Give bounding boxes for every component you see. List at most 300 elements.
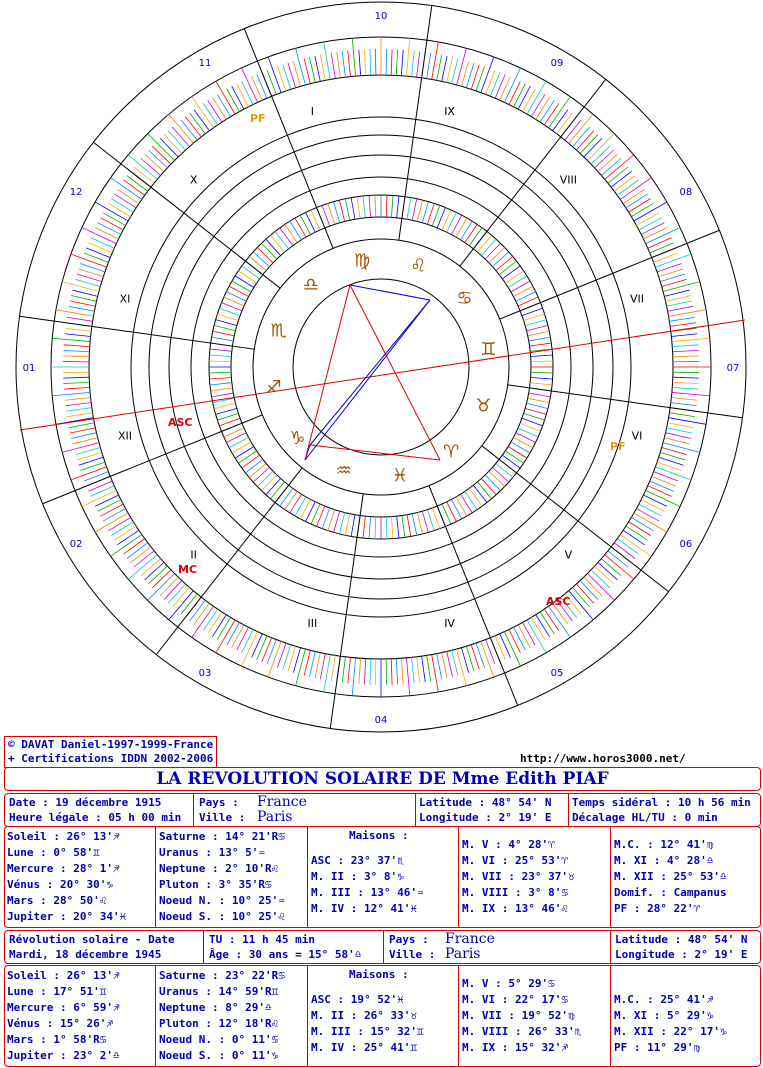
degree-tick (296, 48, 306, 85)
inner-tick (528, 331, 550, 336)
inner-tick (505, 451, 523, 463)
degree-tick (315, 56, 320, 81)
inner-tick (407, 515, 411, 537)
position-entry: M. XI : 5° 29'♑ (614, 1009, 714, 1022)
degree-tick (481, 641, 494, 677)
inner-tick (477, 482, 491, 499)
inner-tick (481, 239, 496, 255)
wheel-ring (131, 117, 631, 617)
position-entry: Domif. : Campanus (614, 886, 727, 899)
inner-tick (422, 202, 428, 223)
degree-tick (629, 198, 651, 212)
degree-tick (620, 178, 651, 200)
inner-tick (235, 446, 254, 458)
degree-tick (536, 97, 550, 119)
house-roman: VIII (559, 173, 578, 187)
degree-tick (71, 433, 96, 439)
natal-col-4 (462, 837, 575, 917)
inner-tick (285, 224, 297, 242)
degree-tick (359, 50, 361, 76)
house-number: 06 (679, 539, 693, 550)
degree-tick (584, 577, 602, 596)
degree-tick (69, 306, 95, 311)
position-entry: Vénus : 20° 30'♑ (7, 878, 113, 891)
degree-tick (117, 189, 139, 204)
degree-tick (544, 609, 559, 631)
degree-tick (331, 53, 335, 79)
degree-tick (160, 138, 178, 157)
degree-tick (124, 539, 145, 554)
inner-tick (524, 314, 545, 321)
degree-tick (650, 481, 674, 491)
house-number: 09 (550, 58, 564, 70)
degree-tick (442, 653, 447, 678)
inner-tick (242, 455, 260, 468)
degree-tick (84, 253, 108, 262)
rs-tu: TU : 11 h 45 min (209, 933, 315, 946)
degree-tick (509, 81, 520, 104)
inner-tick (249, 256, 266, 270)
degree-tick (540, 100, 554, 122)
inner-tick (469, 488, 482, 506)
degree-tick (417, 51, 420, 77)
sign-glyph: ♋ (456, 287, 473, 309)
degree-tick (671, 403, 697, 406)
degree-tick (208, 612, 222, 634)
inner-tick (513, 286, 532, 296)
degree-tick (670, 323, 696, 327)
house-roman: XII (118, 429, 133, 443)
inner-tick (456, 497, 467, 516)
position-entry: Uranus : 13° 5'♒ (159, 846, 265, 859)
degree-tick (67, 413, 93, 417)
sign-glyph: ♉ (475, 395, 492, 417)
degree-tick (267, 640, 276, 664)
natal-positions-box (4, 826, 761, 928)
degree-tick (500, 76, 511, 100)
inner-tick (257, 471, 273, 486)
degree-tick (309, 57, 315, 82)
house-cusp (500, 230, 720, 319)
degree-tick (648, 238, 672, 249)
house-cusp (244, 29, 333, 249)
degree-tick (401, 50, 403, 76)
inner-tick (275, 231, 289, 248)
inner-tick (422, 511, 428, 532)
degree-tick (669, 310, 706, 317)
inner-tick (508, 446, 527, 458)
inner-tick (530, 383, 552, 385)
inner-tick (229, 286, 248, 296)
degree-tick (672, 387, 698, 389)
degree-tick (639, 218, 662, 230)
inner-tick (235, 276, 254, 288)
inner-tick (339, 513, 344, 534)
degree-tick (396, 659, 397, 685)
position-entry: Saturne : 14° 21'R♋ (159, 830, 285, 843)
house-cusp (460, 79, 606, 266)
aspect-line (305, 285, 350, 460)
inner-tick (386, 195, 387, 217)
position-entry: M. XII : 22° 17'♑ (614, 1025, 727, 1038)
inner-tick (511, 442, 530, 453)
degree-tick (631, 517, 653, 530)
degree-tick (217, 94, 230, 116)
house-roman: IV (444, 616, 455, 630)
copyright-line: © DAVAT Daniel-1997-1999-France (8, 738, 214, 751)
degree-tick (194, 603, 209, 624)
degree-tick (348, 657, 351, 683)
position-entry: Noeud S. : 0° 11'♑ (159, 1049, 279, 1062)
natal-col-1 (7, 829, 126, 925)
inner-tick (529, 337, 551, 341)
degree-tick (605, 555, 634, 579)
degree-tick (557, 113, 573, 134)
degree-tick (148, 134, 175, 161)
degree-tick (352, 38, 355, 76)
sign-glyph: ♐ (265, 376, 282, 398)
rs-houses-title: Maisons : (349, 968, 409, 981)
degree-tick (100, 218, 123, 230)
degree-tick (124, 180, 145, 195)
degree-tick (88, 481, 112, 491)
degree-tick (631, 203, 653, 216)
rs-header-box (4, 930, 761, 964)
rs-city: Paris (445, 946, 481, 962)
inner-tick (477, 235, 491, 252)
degree-tick (548, 97, 570, 128)
inner-tick (391, 517, 393, 539)
position-entry: PF : 28° 22'♈ (614, 902, 701, 915)
wheel-ring (16, 2, 746, 732)
sign-glyph: ♊ (480, 339, 497, 361)
degree-tick (66, 408, 92, 412)
inner-tick (290, 221, 302, 240)
degree-tick (63, 377, 89, 378)
position-entry: Soleil : 26° 13'♐ (7, 969, 120, 982)
inner-tick (262, 475, 277, 491)
aspect-line (350, 285, 440, 460)
position-entry: M. VII : 19° 52'♍ (462, 1009, 575, 1022)
inner-tick (397, 516, 399, 538)
degree-tick (576, 584, 593, 603)
inner-tick (295, 497, 306, 516)
degree-tick (486, 70, 495, 94)
degree-tick (614, 543, 635, 559)
inner-tick (217, 314, 238, 321)
degree-tick (406, 38, 409, 76)
house-cusp (156, 468, 302, 655)
degree-tick (103, 213, 126, 226)
wheel-ring (209, 195, 553, 539)
inner-tick (522, 418, 543, 426)
position-entry: M. VII : 23° 37'♉ (462, 870, 575, 883)
sign-glyph: ♈ (442, 441, 460, 463)
degree-tick (626, 194, 648, 208)
degree-tick (315, 653, 320, 678)
degree-tick (148, 573, 175, 600)
house-roman: VII (629, 292, 644, 306)
position-entry: M. IX : 13° 46'♌ (462, 902, 568, 915)
degree-tick (584, 138, 602, 157)
degree-tick (396, 49, 397, 75)
degree-tick (623, 530, 645, 545)
position-entry: Noeud N. : 0° 11'♋ (159, 1033, 279, 1046)
degree-tick (232, 625, 244, 648)
degree-tick (536, 615, 550, 637)
house-roman: VI (631, 429, 643, 443)
wheel-ring (293, 279, 469, 455)
degree-tick (666, 433, 691, 439)
degree-tick (70, 428, 95, 433)
degree-tick (208, 100, 222, 122)
degree-tick (145, 562, 164, 579)
degree-tick (605, 155, 634, 179)
degree-tick (598, 562, 617, 579)
inner-tick (427, 510, 434, 531)
inner-tick (460, 221, 472, 240)
degree-tick (71, 254, 107, 267)
degree-tick (636, 213, 659, 226)
degree-tick (598, 154, 617, 171)
degree-tick (352, 658, 355, 696)
position-entry: Mercure : 28° 1'♐ (7, 862, 120, 875)
degree-tick (447, 652, 453, 677)
inner-tick (417, 200, 422, 221)
position-entry: M. IX : 15° 32'♐ (462, 1041, 568, 1054)
degree-tick (518, 86, 530, 109)
degree-tick (514, 84, 526, 107)
degree-tick (141, 158, 161, 175)
degree-tick (111, 534, 142, 556)
degree-tick (262, 638, 272, 662)
position-entry: M. III : 13° 46'♒ (311, 886, 424, 899)
natal-col-2 (159, 829, 285, 925)
degree-tick (587, 134, 614, 161)
copyright-box (4, 736, 217, 768)
position-entry: Vénus : 15° 26'♐ (7, 1017, 113, 1030)
degree-tick (432, 655, 439, 692)
inner-tick (216, 320, 237, 326)
degree-tick (591, 570, 610, 588)
degree-tick (611, 171, 631, 187)
degree-tick (168, 584, 185, 603)
natal-time: Heure légale : 05 h 00 min (9, 811, 182, 824)
degree-tick (152, 146, 171, 164)
degree-tick (114, 194, 136, 208)
inner-tick (451, 499, 461, 518)
inner-tick (485, 475, 500, 491)
degree-tick (669, 418, 706, 425)
degree-tick (152, 570, 171, 588)
degree-tick (64, 345, 90, 347)
degree-tick (673, 382, 699, 383)
inner-tick (214, 325, 235, 330)
site-url[interactable]: http://www.horos3000.net/ (520, 752, 686, 765)
degree-tick (252, 634, 263, 658)
position-entry: Pluton : 12° 18'R♌ (159, 1017, 279, 1030)
degree-tick (95, 495, 118, 506)
inner-tick (502, 266, 520, 279)
house-roman: I (310, 105, 315, 119)
rs-latitude: Latitude : 48° 54' N (615, 933, 748, 946)
degree-tick (626, 526, 648, 540)
inner-tick (502, 455, 520, 468)
wheel-ring (169, 155, 593, 579)
degree-tick (359, 658, 361, 684)
degree-tick (65, 328, 91, 331)
degree-tick (164, 581, 182, 600)
degree-tick (185, 116, 201, 136)
degree-tick (127, 176, 148, 192)
house-roman: III (307, 616, 318, 630)
degree-tick (673, 350, 699, 351)
degree-tick (128, 155, 157, 179)
inner-tick (505, 271, 523, 283)
inner-tick (334, 202, 340, 223)
inner-tick (465, 224, 477, 242)
position-entry: Noeud N. : 10° 25'♒ (159, 894, 285, 907)
degree-tick (391, 49, 392, 75)
degree-tick (108, 203, 130, 216)
degree-tick (544, 103, 559, 125)
inner-tick (432, 205, 440, 226)
position-entry: M. VIII : 3° 8'♋ (462, 886, 568, 899)
degree-tick (531, 94, 544, 116)
inner-tick (391, 195, 393, 217)
rs-col-4 (462, 976, 581, 1056)
position-entry: Saturne : 23° 22'R♋ (159, 969, 285, 982)
degree-tick (490, 72, 500, 96)
inner-tick (369, 195, 371, 217)
degree-tick (320, 55, 325, 81)
degree-tick (412, 51, 415, 77)
degree-tick (650, 243, 674, 253)
degree-tick (595, 150, 614, 168)
degree-tick (437, 654, 442, 680)
degree-tick (212, 615, 226, 637)
inner-tick (290, 494, 302, 513)
inner-tick (412, 199, 417, 221)
inner-tick (417, 513, 422, 534)
degree-tick (580, 134, 598, 153)
degree-tick (548, 606, 570, 637)
degree-tick (212, 97, 226, 119)
house-number: 04 (374, 715, 388, 726)
degree-tick (623, 189, 645, 204)
wheel-ring (191, 177, 571, 557)
inner-tick (229, 437, 248, 447)
position-entry: M. VI : 25° 53'♈ (462, 854, 568, 867)
degree-tick (98, 223, 121, 235)
inner-tick (513, 437, 532, 447)
inner-tick (407, 198, 411, 220)
degree-tick (100, 504, 123, 516)
inner-tick (213, 331, 235, 336)
house-cusp (93, 142, 280, 288)
degree-tick (145, 154, 164, 171)
degree-tick (457, 48, 467, 85)
degree-tick (500, 634, 511, 658)
degree-tick (666, 295, 691, 301)
asc-outer-label: ASC (546, 595, 571, 608)
position-entry: M. V : 5° 29'♋ (462, 977, 555, 990)
natal-city: Paris (257, 809, 293, 825)
inner-tick (211, 388, 233, 391)
degree-tick (114, 526, 136, 540)
position-entry: Pluton : 3° 35'R♋ (159, 878, 272, 891)
inner-tick (531, 361, 553, 362)
inner-tick (357, 197, 360, 219)
inner-tick (266, 239, 281, 255)
inner-tick (386, 517, 387, 539)
wheel-ring (253, 239, 509, 495)
degree-tick (111, 178, 142, 200)
house-roman: IX (444, 105, 455, 119)
sign-glyph: ♎ (302, 274, 320, 296)
degree-tick (141, 559, 161, 576)
rs-col-1 (7, 968, 120, 1064)
degree-tick (370, 659, 371, 685)
natal-header-box (4, 793, 761, 827)
degree-tick (652, 476, 676, 486)
degree-tick (427, 655, 431, 681)
house-number: 01 (22, 363, 36, 374)
degree-tick (169, 114, 193, 143)
degree-tick (168, 131, 185, 150)
inner-tick (209, 372, 231, 373)
rs-date: Mardi, 18 décembre 1945 (9, 948, 162, 961)
degree-tick (63, 350, 89, 351)
rs-positions-box (4, 965, 761, 1067)
degree-tick (391, 659, 392, 685)
natal-date: Date : 19 décembre 1915 (9, 796, 162, 809)
degree-tick (172, 587, 189, 607)
inner-tick (531, 377, 553, 379)
degree-tick (668, 306, 694, 311)
position-entry: M. IV : 25° 41'♊ (311, 1041, 417, 1054)
inner-tick (492, 467, 508, 482)
inner-tick (451, 215, 461, 234)
degree-tick (88, 243, 112, 253)
degree-tick (576, 131, 593, 150)
inner-tick (531, 372, 553, 373)
degree-tick (427, 53, 431, 79)
inner-tick (525, 320, 546, 326)
degree-tick (227, 89, 240, 112)
degree-tick (601, 158, 621, 175)
inner-tick (427, 203, 434, 224)
degree-tick (65, 334, 91, 337)
degree-tick (148, 150, 167, 168)
degree-tick (672, 392, 710, 395)
rs-col-3 (311, 992, 424, 1056)
position-entry: M. II : 3° 8'♑ (311, 870, 404, 883)
degree-tick (643, 228, 666, 239)
position-entry: Soleil : 26° 13'♐ (7, 830, 120, 843)
pf-right-label: PF (610, 440, 626, 453)
natal-latitude: Latitude : 48° 54' N (419, 796, 552, 809)
degree-tick (71, 467, 107, 480)
degree-tick (608, 167, 628, 183)
inner-tick (511, 281, 530, 292)
degree-tick (442, 56, 447, 81)
inner-tick (508, 276, 527, 288)
inner-tick (369, 517, 371, 539)
degree-tick (518, 625, 530, 648)
degree-tick (160, 577, 178, 596)
rs-country-label: Pays : (389, 933, 429, 946)
